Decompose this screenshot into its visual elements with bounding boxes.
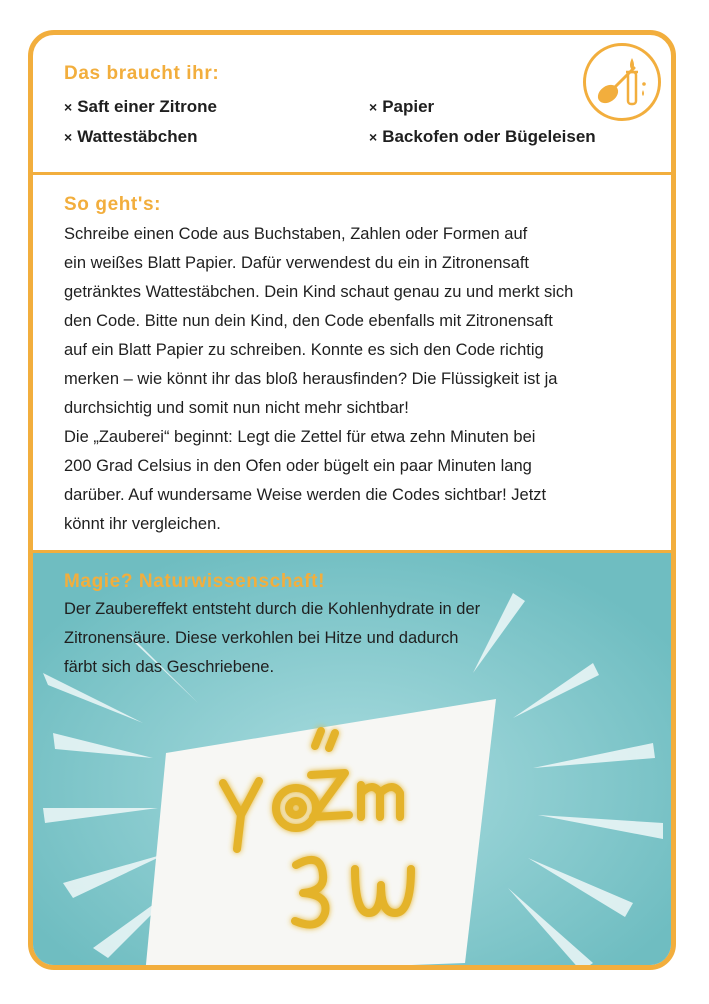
materials-list — [64, 95, 644, 149]
lemon-juicer-icon — [583, 43, 661, 121]
cross-bullet-icon: × — [369, 99, 378, 115]
cross-bullet-icon: × — [369, 129, 378, 145]
instructions-heading: So geht's: — [64, 194, 162, 215]
instructions-section — [33, 175, 671, 553]
materials-section — [33, 35, 671, 175]
instructions-text: Schreibe einen Code aus Buchstaben, Zahlen oder Formen auf ein weißes Blatt Papier. Dafür verwendest du ein in Zitronensaft getränktes Wattestäbchen. Dein Kind schaut genau zu und merkt sich den Code. Bitte nun dein Kind, den Code ebenfalls mit Zitronensaft auf ein Blatt Papier zu schreiben. Konnte es sich den Code richtig merken – wie könnt ihr das bloß herausfinden? Die Flüssigkeit ist ja durchsichtig und somit nun nicht mehr sichtbar! Die „Zauberei“ beginnt: Legt die Zettel für etwa zehn Minuten bei 200 Grad Celsius in den Ofen oder bügelt ein paar Minuten lang darüber. Auf wundersame Weise werden die Codes sichtbar! Jetzt könnt ihr vergleichen. — [64, 225, 574, 533]
science-heading: Magie? Naturwissenschaft! — [64, 571, 325, 592]
materials-heading: Das braucht ihr: — [64, 63, 220, 84]
list-item: × Saft einer Zitrone — [64, 97, 217, 116]
science-section — [33, 553, 671, 970]
cross-bullet-icon: × — [64, 129, 73, 145]
science-text: Der Zaubereffekt entsteht durch die Kohlenhydrate in der Zitronensäure. Diese verkohlen bei Hitze und dadurch färbt sich das Geschriebene. — [64, 600, 481, 676]
cross-bullet-icon: × — [64, 99, 73, 115]
list-item: × Backofen oder Bügeleisen — [369, 127, 596, 146]
list-item: × Papier — [369, 97, 435, 116]
list-item: × Wattestäbchen — [64, 127, 198, 146]
activity-card — [28, 30, 676, 970]
